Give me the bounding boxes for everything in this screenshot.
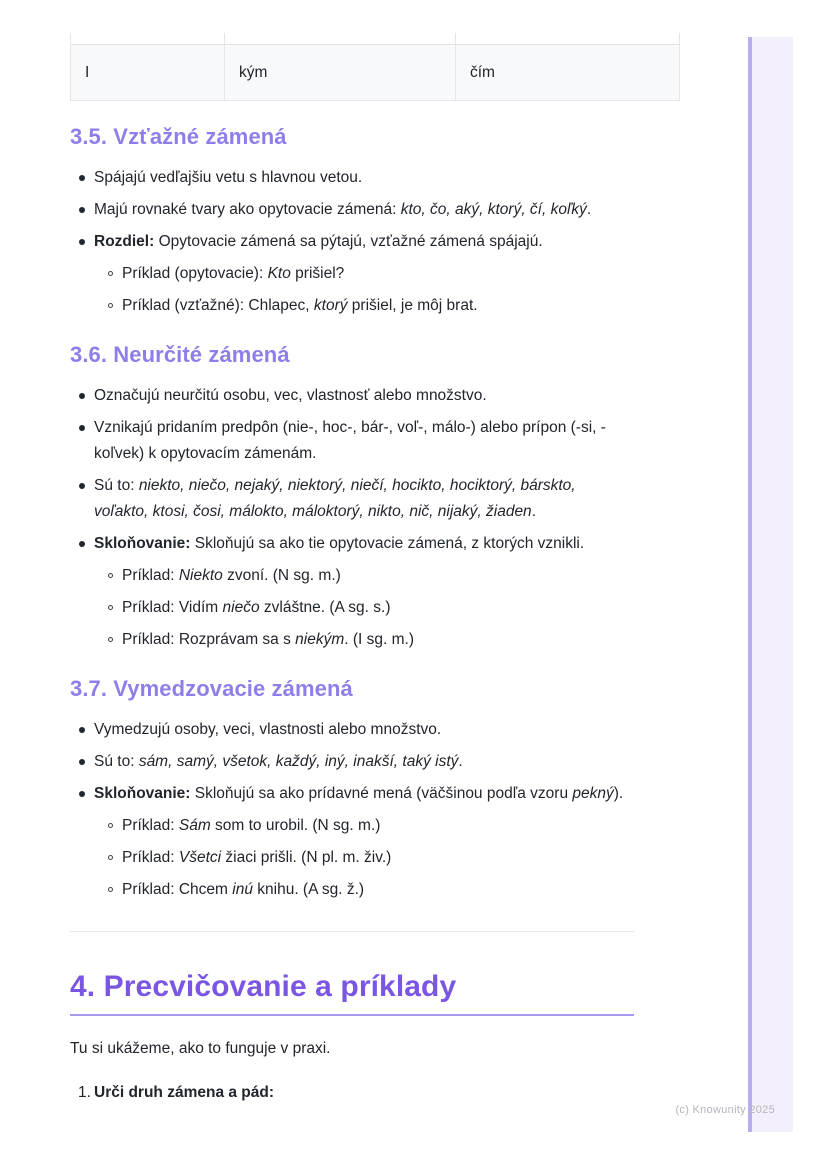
italic-text-run: Všetci	[178, 849, 222, 866]
italic-text-run: sám, samý, všetok, každý, iný, inakší, taký istý	[138, 753, 459, 770]
sub-list-item	[70, 595, 634, 621]
exercise-number: 1.	[78, 1084, 91, 1101]
text-run: Opytovacie zámená sa pýtajú, vzťažné zámená spájajú.	[154, 233, 543, 250]
text-run: Skloňujú sa ako prídavné mená (väčšinou podľa vzoru	[190, 785, 573, 802]
circle-bullet-icon	[108, 271, 113, 276]
circle-bullet-icon	[108, 823, 113, 828]
sub-list-item	[70, 845, 634, 871]
text-run: prišiel, je môj brat.	[347, 297, 478, 314]
list-item	[70, 415, 634, 467]
circle-bullet-icon	[108, 637, 113, 642]
disc-bullet-icon	[79, 207, 85, 213]
list-item	[70, 781, 634, 807]
list-item	[70, 749, 634, 775]
list-item-text	[94, 753, 463, 770]
watermark: (c) Knowunity 2025	[675, 1104, 775, 1116]
section-heading-3-6: 3.6. Neurčité zámená	[70, 342, 290, 367]
list-item	[70, 165, 634, 191]
list-item	[70, 383, 634, 409]
disc-bullet-icon	[79, 483, 85, 489]
circle-bullet-icon	[108, 303, 113, 308]
text-run: .	[531, 503, 536, 520]
text-run: Príklad: Rozprávam sa s	[122, 631, 296, 648]
exercise-item-1	[70, 1080, 634, 1106]
text-run: Príklad:	[122, 817, 179, 834]
list-item-text	[122, 297, 478, 314]
text-run: som to urobil. (N sg. m.)	[210, 817, 381, 834]
chapter-heading: 4. Precvičovanie a príklady	[70, 968, 634, 1016]
list-item-text	[94, 201, 591, 218]
list-item-text	[122, 849, 391, 866]
text-run: Majú rovnaké tvary ako opytovacie zámená:	[94, 201, 401, 218]
italic-text-run: kto, čo, aký, ktorý, čí, koľký	[400, 201, 587, 218]
text-run: knihu. (A sg. ž.)	[252, 881, 365, 898]
list-item	[70, 229, 634, 255]
disc-bullet-icon	[79, 175, 85, 181]
text-run: Príklad (vzťažné): Chlapec,	[122, 297, 314, 314]
next-page-edge	[752, 37, 793, 1132]
italic-text-run: ktorý	[313, 297, 348, 314]
bold-text-run: Skloňovanie:	[94, 785, 191, 802]
italic-text-run: Sám	[178, 817, 211, 834]
table-row-instrumental	[71, 45, 680, 101]
disc-bullet-icon	[79, 541, 85, 547]
bold-text-run: Urči druh zámena a pád:	[94, 1084, 275, 1101]
text-run: prišiel?	[290, 265, 345, 282]
table-cell-empty	[456, 33, 680, 45]
sub-list-item	[70, 563, 634, 589]
disc-bullet-icon	[79, 239, 85, 245]
text-run: . (I sg. m.)	[344, 631, 415, 648]
text-run: Sú to:	[94, 477, 139, 494]
section-divider	[70, 931, 634, 932]
list-item-text	[94, 785, 623, 802]
list-item	[70, 197, 634, 223]
section-3-7-list	[70, 717, 634, 903]
chapter-intro: Tu si ukážeme, ako to funguje v praxi.	[70, 1040, 331, 1057]
list-item-text	[122, 881, 364, 898]
text-run: Vymedzujú osoby, veci, vlastnosti alebo množstvo.	[94, 721, 442, 738]
text-run: Príklad (opytovacie):	[122, 265, 268, 282]
text-run: Príklad:	[122, 849, 179, 866]
list-item-text	[94, 535, 584, 552]
italic-text-run: pekný	[572, 785, 614, 802]
italic-text-run: niečo	[222, 599, 260, 616]
circle-bullet-icon	[108, 855, 113, 860]
list-item-text	[94, 169, 362, 186]
list-item-text	[122, 567, 341, 584]
text-run: Príklad:	[122, 567, 179, 584]
table-cell-kym: kým	[225, 45, 456, 101]
list-item-text	[94, 387, 487, 404]
disc-bullet-icon	[79, 393, 85, 399]
italic-text-run: inú	[232, 881, 253, 898]
table-cell-case: I	[71, 45, 225, 101]
text-run: Vznikajú pridaním predpôn (nie-, hoc-, bár-, voľ-, málo-) alebo prípon (-si, -koľvek) k opytovacím zámenám.	[94, 419, 606, 462]
section-3-6-list	[70, 383, 634, 653]
italic-text-run: niekto, niečo, nejaký, niektorý, niečí, hocikto, hociktorý, bárskto, voľakto, ktosi, čosi, málokto, máloktorý, nikto, nič, nijaký, žiaden	[94, 477, 576, 520]
sub-list-item	[70, 261, 634, 287]
list-item	[70, 473, 634, 525]
table-cell-empty	[71, 33, 225, 45]
pronoun-declension-table	[70, 33, 680, 101]
text-run: Skloňujú sa ako tie opytovacie zámená, z ktorých vznikli.	[190, 535, 585, 552]
bold-text-run: Skloňovanie:	[94, 535, 191, 552]
text-run: .	[586, 201, 592, 218]
text-run: Príklad: Vidím	[122, 599, 223, 616]
list-item-text	[122, 265, 344, 282]
italic-text-run: Niekto	[178, 567, 223, 584]
table-cell-empty	[225, 33, 456, 45]
circle-bullet-icon	[108, 887, 113, 892]
list-item-text	[122, 817, 380, 834]
disc-bullet-icon	[79, 759, 85, 765]
table-row-partial	[71, 33, 680, 45]
italic-text-run: niekým	[295, 631, 345, 648]
exercise-text	[94, 1080, 274, 1106]
list-item-text	[94, 477, 576, 520]
circle-bullet-icon	[108, 573, 113, 578]
circle-bullet-icon	[108, 605, 113, 610]
section-heading-3-7: 3.7. Vymedzovacie zámená	[70, 676, 353, 701]
section-heading-3-5: 3.5. Vzťažné zámená	[70, 124, 287, 149]
sub-list-item	[70, 877, 634, 903]
text-run: zvoní. (N sg. m.)	[222, 567, 341, 584]
list-item-text	[94, 419, 606, 462]
italic-text-run: Kto	[267, 265, 291, 282]
disc-bullet-icon	[79, 727, 85, 733]
text-run: Sú to:	[94, 753, 139, 770]
list-item	[70, 531, 634, 557]
text-run: Spájajú vedľajšiu vetu s hlavnou vetou.	[94, 169, 363, 186]
list-item-text	[94, 233, 543, 250]
list-item	[70, 717, 634, 743]
list-item-text	[122, 599, 391, 616]
text-run: ).	[613, 785, 624, 802]
disc-bullet-icon	[79, 791, 85, 797]
list-item-text	[94, 721, 441, 738]
text-run: Príklad: Chcem	[122, 881, 233, 898]
sub-list-item	[70, 813, 634, 839]
list-item-text	[122, 631, 414, 648]
table-cell-cim: čím	[456, 45, 680, 101]
text-run: žiaci prišli. (N pl. m. živ.)	[221, 849, 392, 866]
text-run: zvláštne. (A sg. s.)	[259, 599, 391, 616]
bold-text-run: Rozdiel:	[94, 233, 155, 250]
text-run: Označujú neurčitú osobu, vec, vlastnosť alebo množstvo.	[94, 387, 487, 404]
document-content	[70, 33, 634, 1106]
sub-list-item	[70, 627, 634, 653]
text-run: .	[458, 753, 463, 770]
sub-list-item	[70, 293, 634, 319]
section-3-5-list	[70, 165, 634, 319]
disc-bullet-icon	[79, 425, 85, 431]
